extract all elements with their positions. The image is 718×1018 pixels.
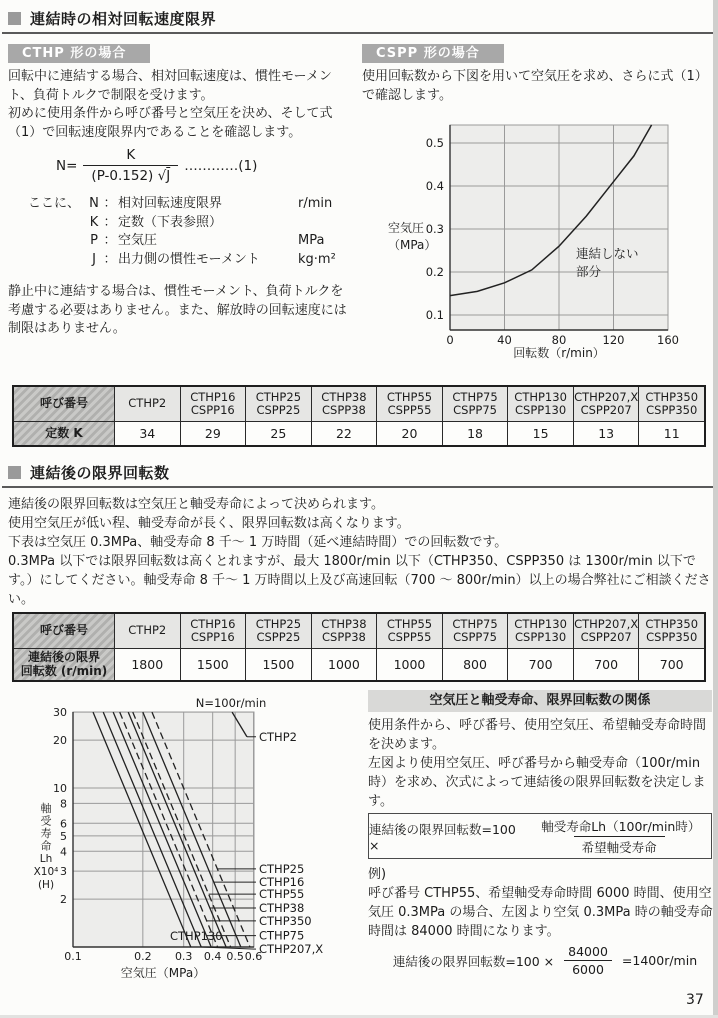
definition-pre	[28, 232, 86, 251]
x-axis-title: 回転数（r/min）	[513, 346, 605, 360]
paragraph-line: 左図より使用空気圧、呼び番号から軸受寿命（100r/min時）を求め、次式によって連結後の限界回転数を決定します。	[368, 756, 706, 809]
formula1-fraction	[83, 147, 178, 184]
table-header-cell: CTHP2	[114, 387, 180, 421]
table-value-cell: 1000	[311, 648, 377, 680]
y-axis-title: 寿	[40, 827, 52, 840]
x-tick-label: 160	[657, 333, 679, 347]
relation-formula-den: 希望軸受寿命	[574, 836, 665, 856]
formula1-lhs: N=	[56, 157, 78, 174]
y-axis-title-unit: Lh	[39, 853, 53, 865]
y-tick-label: 0.5	[425, 136, 444, 150]
definition-sym: P	[90, 233, 98, 248]
y-tick-label: 0.4	[425, 179, 444, 193]
relation-formula-fraction	[533, 817, 705, 856]
sqrt-sign: √	[157, 168, 167, 184]
definition-sym: K	[89, 214, 99, 230]
y-axis-title-unit: X10⁴	[33, 866, 59, 878]
sqrt-arg: J	[166, 168, 171, 184]
section1-rule	[2, 32, 714, 34]
y-axis-title: 命	[40, 839, 52, 853]
y-tick-label: 3	[60, 865, 67, 879]
y-tick-label: 30	[53, 706, 67, 720]
table-header-cell: CTHP207,X CSPP207	[573, 387, 639, 421]
table-value-cell: 700	[507, 648, 573, 680]
paragraph-line: 連結後の限界回転数は空気圧と軸受寿命によって決められます。	[8, 497, 384, 512]
bearing-life-chart	[8, 686, 364, 986]
table-header-cell: CTHP75 CSPP75	[442, 614, 508, 648]
y-axis-title: 軸	[40, 802, 52, 815]
paragraph-line: 使用空気圧が低い程、軸受寿命が長く、限界回転数は高くなります。	[8, 516, 410, 531]
definition-unit: r/min	[298, 196, 333, 211]
paragraph-line: 下表は空気圧 0.3MPa、軸受寿命 8 千～ 1 万時間（延べ連結時間）での回転数です。	[8, 535, 508, 550]
cthp-paragraph-2: 静止中に連結する場合は、慣性モーメント、負荷トルクを考慮する必要はありません。また、解放時の回転速度には制限はありません。	[8, 284, 347, 336]
x-tick-label: 0	[446, 333, 454, 347]
series-label: CTHP207,X	[259, 942, 324, 957]
formula1-denominator: (P-0.152) √J	[83, 165, 178, 184]
table-value-cell: 13	[573, 421, 639, 445]
series-label: CTHP2	[259, 729, 297, 744]
y-axis-title-unit: (H)	[37, 879, 55, 891]
definition-unit: kg·m²	[298, 251, 336, 267]
section-marker-icon	[8, 12, 21, 25]
table-value-cell: 800	[442, 648, 508, 680]
table-header-cell: CTHP38 CSPP38	[311, 614, 377, 648]
section2-title	[8, 462, 170, 483]
table-value-cell: 15	[507, 421, 573, 445]
limit-speed-table	[12, 612, 706, 682]
section2-rule	[2, 486, 714, 488]
annotation-n100: N=100r/min	[195, 696, 267, 710]
table-header-cell: CTHP55 CSPP55	[376, 387, 442, 421]
formula1-numerator: K	[126, 147, 136, 163]
definition-sym: J	[92, 251, 96, 267]
table-header-cell: CTHP207,X CSPP207	[573, 614, 639, 648]
formula1-tail: …………(1)	[184, 157, 258, 174]
relation-title: 空気圧と軸受寿命、限界回転数の関係	[368, 690, 712, 712]
section2-title-text: 連結後の限界回転数	[30, 464, 170, 482]
x-tick-label: 0.6	[244, 950, 263, 963]
section-marker-icon	[8, 466, 21, 479]
y-tick-label: 2	[60, 893, 67, 907]
example-paragraph: 呼び番号 CTHP55、希望軸受寿命時間 6000 時間、使用空気圧 0.3MPa の場合、左図より空気 0.3MPa 時の軸受寿命時間は 84000 時間になります。	[368, 886, 713, 939]
example-formula-den: 6000	[564, 960, 612, 977]
cthp-paragraph	[8, 68, 356, 142]
y-tick-label: 10	[53, 782, 67, 795]
table-header-cell: CTHP16 CSPP16	[180, 387, 246, 421]
series-label: CTHP55	[259, 887, 305, 902]
table-header-cell: CTHP130 CSPP130	[507, 614, 573, 648]
relation-formula-num: 軸受寿命Lh（100r/min時）	[541, 818, 701, 834]
series-label: CTHP38	[259, 900, 305, 915]
relation-paragraph	[368, 716, 714, 811]
definition-row	[28, 214, 368, 233]
x-tick-label: 0.2	[134, 950, 152, 963]
definition-colon: ：	[103, 251, 117, 267]
definition-row	[28, 251, 368, 270]
plot-area	[73, 712, 254, 947]
table-value-cell: 34	[114, 421, 180, 445]
series-label: CTHP25	[259, 861, 305, 876]
cspp-pressure-chart	[378, 110, 714, 362]
table-header-cell: CTHP16 CSPP16	[180, 614, 246, 648]
table-header-cell: CTHP75 CSPP75	[442, 387, 508, 421]
definition-colon: ：	[103, 233, 117, 248]
scan-edge-right	[713, 0, 718, 1018]
table-header-cell: CTHP55 CSPP55	[376, 614, 442, 648]
series-label: CTHP16	[259, 875, 305, 890]
constant-k-table	[12, 385, 706, 447]
y-tick-label: 6	[60, 817, 67, 831]
example-formula-rhs: =1400r/min	[621, 953, 698, 968]
x-tick-label: 0.3	[174, 950, 193, 963]
definition-colon: ：	[103, 214, 117, 230]
annotation-no-couple: 部分	[576, 264, 602, 279]
definition-pre	[28, 251, 86, 270]
formula-1	[56, 147, 257, 184]
section2-paragraph	[8, 495, 714, 609]
table-value-cell: 20	[376, 421, 442, 445]
table-header-cell: CTHP350 CSPP350	[638, 614, 704, 648]
table-label-cell: 呼び番号	[14, 387, 114, 421]
definition-row	[28, 232, 368, 251]
definition-lab: 空気圧	[118, 233, 158, 248]
table-header-cell: CTHP25 CSPP25	[245, 387, 311, 421]
paragraph-line: 初めに使用条件から呼び番号と空気圧を決め、そして式（1）で回転速度限界内であることを確認します。	[8, 106, 333, 140]
example-formula-fraction	[560, 944, 616, 977]
table-header-cell: CTHP350 CSPP350	[638, 387, 704, 421]
table-value-cell: 25	[245, 421, 311, 445]
table-header-cell: CTHP38 CSPP38	[311, 387, 377, 421]
table-value-cell: 1800	[114, 648, 180, 680]
x-tick-label: 80	[551, 333, 567, 347]
definition-lab: 定数（下表参照）	[118, 214, 223, 230]
example-formula	[380, 944, 710, 977]
y-axis-title: 受	[40, 814, 52, 828]
section1-title	[8, 8, 216, 29]
table-value-cell: 29	[180, 421, 246, 445]
table-value-cell: 1500	[245, 648, 311, 680]
example-formula-lhs: 連結後の限界回転数=100 ×	[392, 953, 555, 969]
series-label: CTHP350	[259, 913, 312, 928]
table-header-cell: CTHP25 CSPP25	[245, 614, 311, 648]
table-value-cell: 11	[638, 421, 704, 445]
annotation-no-couple: 連結しない	[576, 246, 639, 261]
x-tick-label: 40	[497, 333, 512, 347]
cspp-paragraph: 使用回転数から下図を用いて空気圧を求め、さらに式（1）で確認します。	[362, 69, 708, 103]
table-value-cell: 700	[638, 648, 704, 680]
table-value-cell: 18	[442, 421, 508, 445]
x-axis-title: 空気圧（MPa）	[120, 966, 206, 980]
paragraph-line: 0.3MPa 以下では限界回転数は高くとれますが、最大 1800r/min 以下（CTHP350、CSPP350 は 1300r/min 以下です。）にしてください。軸受寿命 8 千～ 1 万時間以上及び高速回転（700 ～ 800r/min）以上の場合弊社にご相談ください。	[8, 554, 711, 607]
y-tick-label: 5	[60, 829, 67, 843]
page-number: 37	[686, 992, 704, 1008]
definition-row	[28, 195, 368, 214]
definition-unit: MPa	[298, 233, 325, 248]
y-tick-label: 8	[60, 797, 67, 811]
paragraph-line: 回転中に連結する場合、相対回転速度は、慣性モーメント、負荷トルクで制限を受けます。	[8, 69, 332, 103]
table-header-cell: CTHP2	[114, 614, 180, 648]
y-tick-label: 4	[60, 845, 67, 859]
x-tick-label: 0.5	[226, 950, 244, 963]
y-axis-title: 空気圧	[388, 221, 425, 235]
table-value-cell: 1500	[180, 648, 246, 680]
table-value-cell: 1000	[376, 648, 442, 680]
cspp-tag: CSPP 形の場合	[362, 44, 504, 63]
y-tick-label: 0.1	[425, 308, 444, 322]
definition-sym: N	[89, 196, 99, 211]
y-tick-label: 0.3	[425, 222, 444, 236]
section1-title-text: 連結時の相対回転速度限界	[30, 10, 217, 28]
definition-pre	[28, 214, 86, 233]
x-tick-label: 120	[602, 333, 625, 347]
definition-colon: ：	[103, 196, 117, 211]
x-tick-label: 0.4	[203, 950, 222, 963]
series-label: CTHP75	[259, 928, 305, 943]
definition-lab: 出力側の慣性モーメント	[118, 251, 260, 267]
x-tick-label: 0.1	[64, 950, 82, 963]
cthp-tag: CTHP 形の場合	[8, 44, 150, 63]
definitions	[28, 195, 368, 269]
table-value-cell: 700	[573, 648, 639, 680]
definition-lab: 相対回転速度限界	[118, 196, 223, 211]
table-header-cell: CTHP130 CSPP130	[507, 387, 573, 421]
definition-pre: ここに、	[28, 196, 81, 211]
paragraph-line: 使用条件から、呼び番号、使用空気圧、希望軸受寿命時間を決めます。	[368, 718, 707, 752]
table-label-cell: 定数 K	[14, 421, 114, 445]
series-label-inside: CTHP130	[170, 929, 223, 943]
relation-formula-box	[368, 813, 712, 859]
y-tick-label: 0.2	[425, 265, 444, 279]
table-label-cell: 呼び番号	[14, 614, 114, 648]
y-tick-label: 20	[53, 734, 67, 748]
y-axis-title: （MPa）	[388, 238, 437, 252]
definition-unit	[298, 214, 368, 233]
table-value-cell: 22	[311, 421, 377, 445]
relation-formula-lhs: 連結後の限界回転数=100 ×	[369, 821, 516, 853]
table-label-cell: 連結後の限界 回転数 (r/min)	[14, 648, 114, 680]
example-label: 例)	[368, 867, 387, 882]
example-formula-num: 84000	[568, 944, 608, 959]
